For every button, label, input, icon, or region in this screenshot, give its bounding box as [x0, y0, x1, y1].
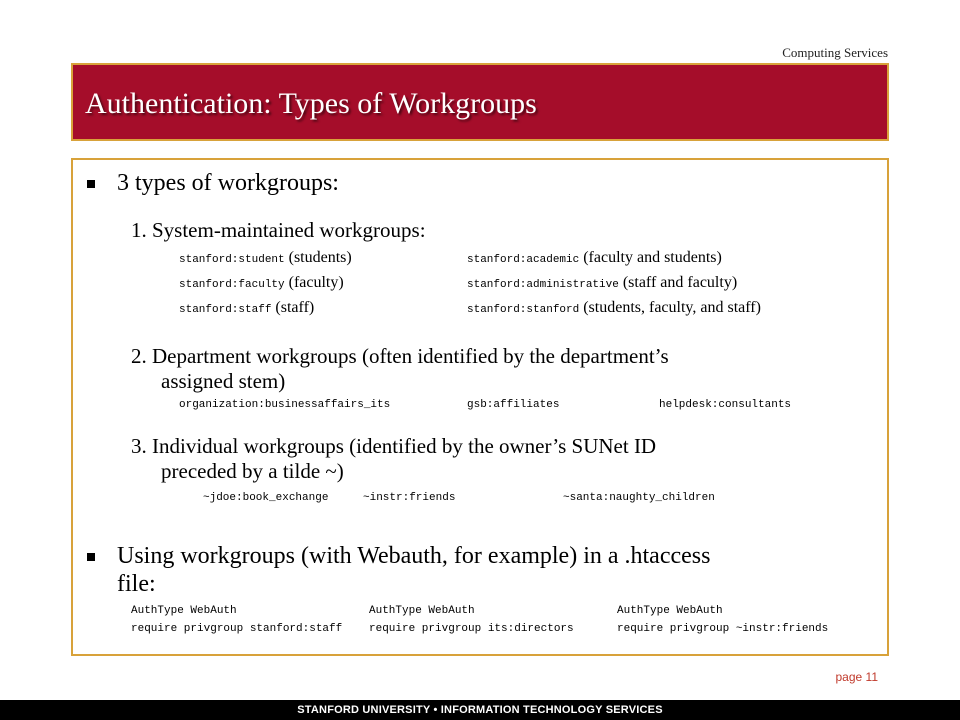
- htaccess-require: require privgroup stanford:staff: [131, 623, 343, 635]
- system-row: stanford:staff (staff): [179, 299, 315, 316]
- system-row: stanford:academic (faculty and students): [467, 249, 722, 266]
- department-workgroups-label: 2. Department workgroups (often identified by the department’s: [131, 344, 669, 368]
- individual-workgroups-label: 3. Individual workgroups (identified by the owner’s SUNet ID: [131, 434, 657, 458]
- bullet-types: 3 types of workgroups:: [87, 170, 339, 197]
- bullet-using-workgroups-cont: file:: [117, 571, 156, 597]
- square-bullet-icon: [87, 553, 95, 561]
- system-row: stanford:faculty (faculty): [179, 274, 344, 291]
- htaccess-require: require privgroup its:directors: [369, 623, 574, 635]
- htaccess-authtype: AuthType WebAuth: [131, 605, 237, 617]
- department-example: helpdesk:consultants: [659, 399, 792, 411]
- individual-example: ~santa:naughty_children: [563, 492, 715, 504]
- bullet-using-workgroups: Using workgroups (with Webauth, for example) in a .htaccess: [87, 543, 710, 570]
- system-row: stanford:stanford (students, faculty, and staff): [467, 299, 761, 316]
- htaccess-authtype: AuthType WebAuth: [617, 605, 723, 617]
- page-number: page 11: [835, 670, 878, 684]
- footer-bar: STANFORD UNIVERSITY • INFORMATION TECHNOLOGY SERVICES: [0, 700, 960, 720]
- system-row: stanford:administrative (staff and faculty): [467, 274, 738, 291]
- content-frame: [71, 158, 889, 656]
- system-workgroups-label: 1. System-maintained workgroups:: [131, 218, 426, 242]
- system-row: stanford:student (students): [179, 249, 352, 266]
- department-example: gsb:affiliates: [467, 399, 560, 411]
- title-bar: [71, 63, 889, 141]
- department-workgroups-label-cont: assigned stem): [161, 369, 286, 393]
- htaccess-require: require privgroup ~instr:friends: [617, 623, 829, 635]
- individual-example: ~jdoe:book_exchange: [203, 492, 329, 504]
- individual-example: ~instr:friends: [363, 492, 456, 504]
- square-bullet-icon: [87, 180, 95, 188]
- slide-title: Authentication: Types of Workgroups: [85, 87, 537, 120]
- htaccess-authtype: AuthType WebAuth: [369, 605, 475, 617]
- department-example: organization:businessaffairs_its: [179, 399, 391, 411]
- department-label: Computing Services: [782, 45, 888, 60]
- individual-workgroups-label-cont: preceded by a tilde ~): [161, 459, 344, 483]
